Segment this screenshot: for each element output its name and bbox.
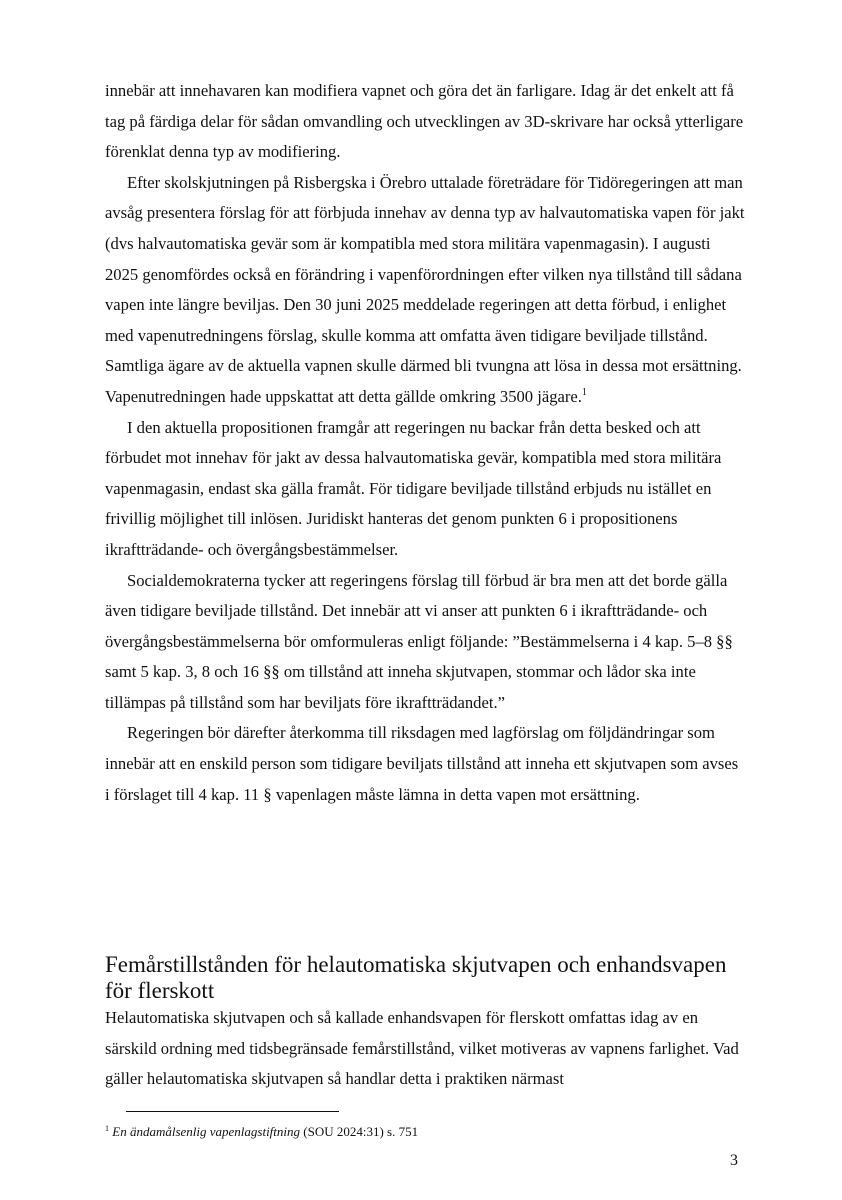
paragraph-risbergska: [105, 168, 745, 413]
footnote-reference[interactable]: 1: [581, 386, 587, 398]
paragraph-continuation: innebär att innehavaren kan modifiera vapnet och göra det än farligare. Idag är det enkelt att få tag på färdiga delar för sådan omvandling och utvecklingen av 3D-skrivare har också ytterligare förenklat denna typ av modifiering.: [105, 81, 744, 162]
footnote-number: 1: [105, 1124, 109, 1133]
body-text: [105, 76, 745, 810]
paragraph-text: Efter skolskjutningen på Risbergska i Örebro uttalade företrädare för Tidöregeringen att man avsåg presentera förslag för att förbjuda innehav av denna typ av halvautomatiska vapen för jakt (dvs halvautomatiska gevär som är kompatibla med stora militära vapenmagasin). I augusti 2025 genomfördes också en förändring i vapenförordningen efter vilken nya tillstånd till sådana vapen inte längre beviljas. Den 30 juni 2025 meddelade regeringen att detta förbud, i enlighet med vapenutredningens förslag, skulle komma att omfatta även tidigare beviljade tillstånd. Samtliga ägare av de aktuella vapnen skulle därmed bli tvungna att lösa in dessa mot ersättning. Vapenutredningen hade uppskattat att detta gällde omkring 3500 jägare.: [105, 172, 745, 406]
paragraph-socialdemokraterna: Socialdemokraterna tycker att regeringens förslag till förbud är bra men att det borde gälla även tidigare beviljade tillstånd. Det innebär att vi anser att punkten 6 i ikraftträdande- och övergångsbestämmelserna bör omformuleras enligt följande: ”Bestämmelserna i 4 kap. 5–8 §§ samt 5 kap. 3, 8 och 16 §§ om tillstånd att inneha skjutvapen, stommar och lådor ska inte tillämpas på tillstånd som har beviljats före ikraftträdandet.”: [105, 570, 733, 712]
paragraph-regeringen: Regeringen bör därefter återkomma till riksdagen med lagförslag om följdändringar som innebär att en enskild person som tidigare beviljats tillstånd att inneha ett skjutvapen som avses i förslaget till 4 kap. 11 § vapenlagen måste lämna in detta vapen mot ersättning.: [105, 723, 739, 804]
page-number: 3: [730, 1152, 738, 1169]
paragraph-propositionen: I den aktuella propositionen framgår att regeringen nu backar från detta besked och att förbudet mot innehav för jakt av dessa halvautomatiska gevär, kompatibla med stora militära vapenmagasin, endast ska gälla framåt. För tidigare beviljade tillstånd erbjuds nu istället en frivillig möjlighet till inlösen. Juridiskt hanteras det genom punkten 6 i propositionens ikraftträdande- och övergångsbestämmelser.: [105, 417, 722, 559]
footnote-source: (SOU 2024:31) s. 751: [300, 1124, 419, 1139]
footnote-title: En ändamålsenlig vapenlagstiftning: [112, 1124, 301, 1139]
section-heading: Femårstillstånden för helautomatiska skjutvapen och enhandsvapen för flerskott: [105, 952, 727, 1003]
footnote: [105, 1124, 745, 1140]
section-paragraph: Helautomatiska skjutvapen och så kallade enhandsvapen för flerskott omfattas idag av en särskild ordning med tidsbegränsade femårstillstånd, vilket motiveras av vapnens farlighet. Vad gäller helautomatiska skjutvapen så handlar detta i praktiken närmast: [105, 1008, 739, 1089]
footnote-separator: [126, 1111, 339, 1112]
section-text: [105, 1003, 745, 1095]
